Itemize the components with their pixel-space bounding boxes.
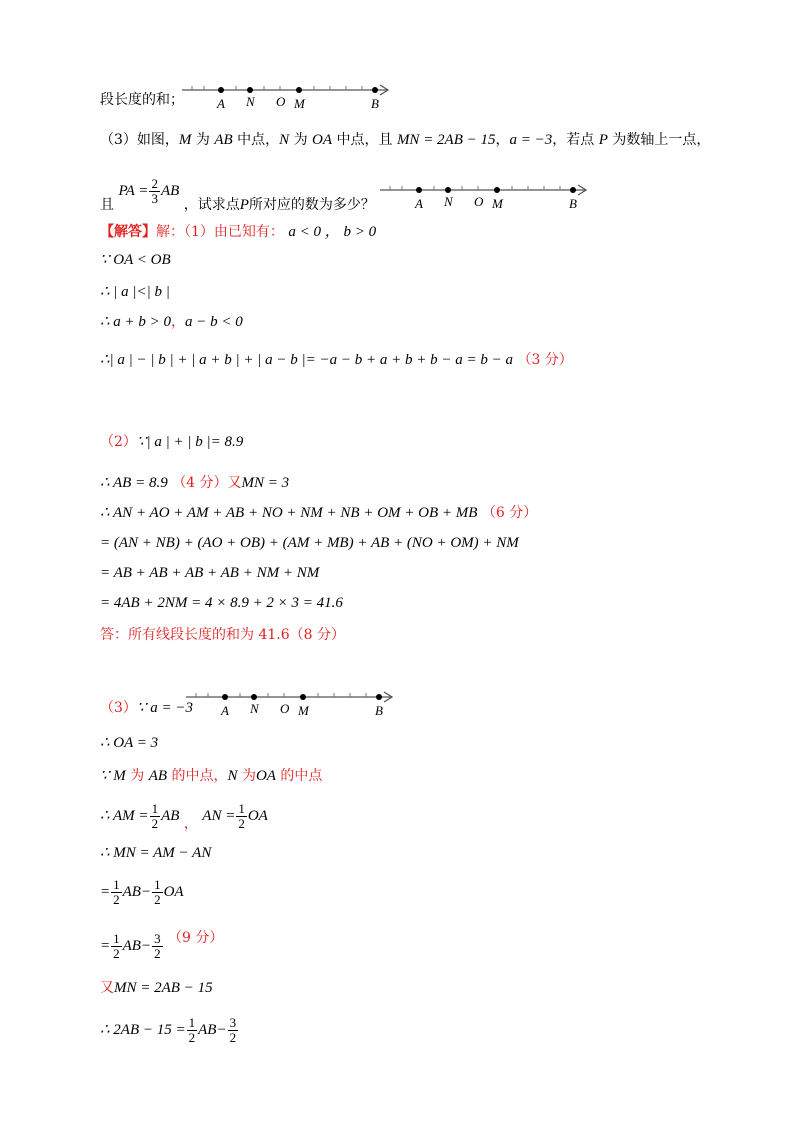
part-3-line-6: = $\frac{1}{2}$ AB− $\frac{3}{2}$ （9 分） — [100, 930, 224, 961]
number-line-3 — [186, 685, 398, 719]
axis-label-n: N — [250, 701, 259, 716]
part-3-line-4: ∴ MN = AM − AN — [100, 845, 212, 861]
axis-label-a: A — [415, 196, 423, 211]
question-3-line-1: （3）如图，M 为 AB 中点，N 为 OA 中点，且 MN = 2AB − 15，a = −3，若点 P 为数轴上一点， — [100, 132, 711, 148]
answer-line-2: ∴ | a |<| b | — [100, 284, 170, 300]
part-3-line-0: （3）∵ a = −3 — [100, 700, 193, 716]
part-2-line-4: = AB + AB + AB + AB + NM + NM — [100, 565, 320, 581]
part-3-line-7: 又MN = 2AB − 15 — [100, 980, 213, 996]
part-2-answer: 答：所有线段长度的和为 41.6（8 分） — [100, 627, 345, 643]
part-2-line-1: ∴ AB = 8.9 （4 分）又MN = 3 — [100, 475, 290, 491]
part-2-line-2: ∴ AN + AO + AM + AB + NO + NM + NB + OM + OB + MB （6 分） — [100, 505, 538, 521]
part-3-line-2: ∵ M 为 AB 的中点，N 为OA 的中点 — [100, 768, 323, 784]
axis-label-o: O — [276, 94, 286, 109]
axis-label-a: A — [221, 703, 229, 718]
axis-label-b: B — [569, 196, 577, 211]
part-2-line-5: = 4AB + 2NM = 4 × 8.9 + 2 × 3 = 41.6 — [100, 595, 343, 611]
part-2-line-3: = (AN + NB) + (AO + OB) + (AM + MB) + AB + (NO + OM) + NM — [100, 535, 519, 551]
answer-line-1: ∵ OA < OB — [100, 252, 171, 268]
axis-label-o: O — [280, 701, 290, 716]
number-line-1 — [182, 78, 394, 112]
part-3-line-1: ∴ OA = 3 — [100, 735, 159, 751]
axis-label-b: B — [371, 96, 379, 111]
axis-label-n: N — [444, 194, 453, 209]
axis-label-m: M — [492, 196, 503, 211]
number-line-2 — [380, 178, 592, 212]
top-label: 段长度的和； — [100, 92, 184, 108]
part-3-line-8: ∴ 2AB − 15 = $\frac{1}{2}$ AB− $\frac{3}{2}$ — [100, 1014, 237, 1045]
answer-line-3: ∴ a + b > 0，a − b < 0 — [100, 314, 243, 330]
axis-label-m: M — [294, 96, 305, 111]
answer-line-4: ∴| a | − | b | + | a + b | + | a − b |= −a − b + a + b + b − a = b − a （3 分） — [100, 352, 573, 368]
axis-label-n: N — [246, 94, 255, 109]
axis-label-b: B — [375, 703, 383, 718]
axis-label-a: A — [217, 96, 225, 111]
axis-label-o: O — [474, 194, 484, 209]
part-2-line-0: （2）∵| a | + | b |= 8.9 — [100, 434, 244, 450]
part-3-line-3: ∴ AM = $\frac{1}{2}$ AB ， AN = $\frac{1}{2}$ OA — [100, 800, 268, 832]
answer-heading: 【解答】解：（1）由已知有： a < 0 ， b > 0 — [100, 224, 377, 240]
axis-label-m: M — [298, 703, 309, 718]
part-3-line-5: = $\frac{1}{2}$ AB− $\frac{1}{2}$ OA — [100, 876, 184, 907]
question-3-line-2: 且 PA = $\frac{2}{3}$ AB ，试求点P所对应的数为多少？ — [100, 175, 375, 213]
